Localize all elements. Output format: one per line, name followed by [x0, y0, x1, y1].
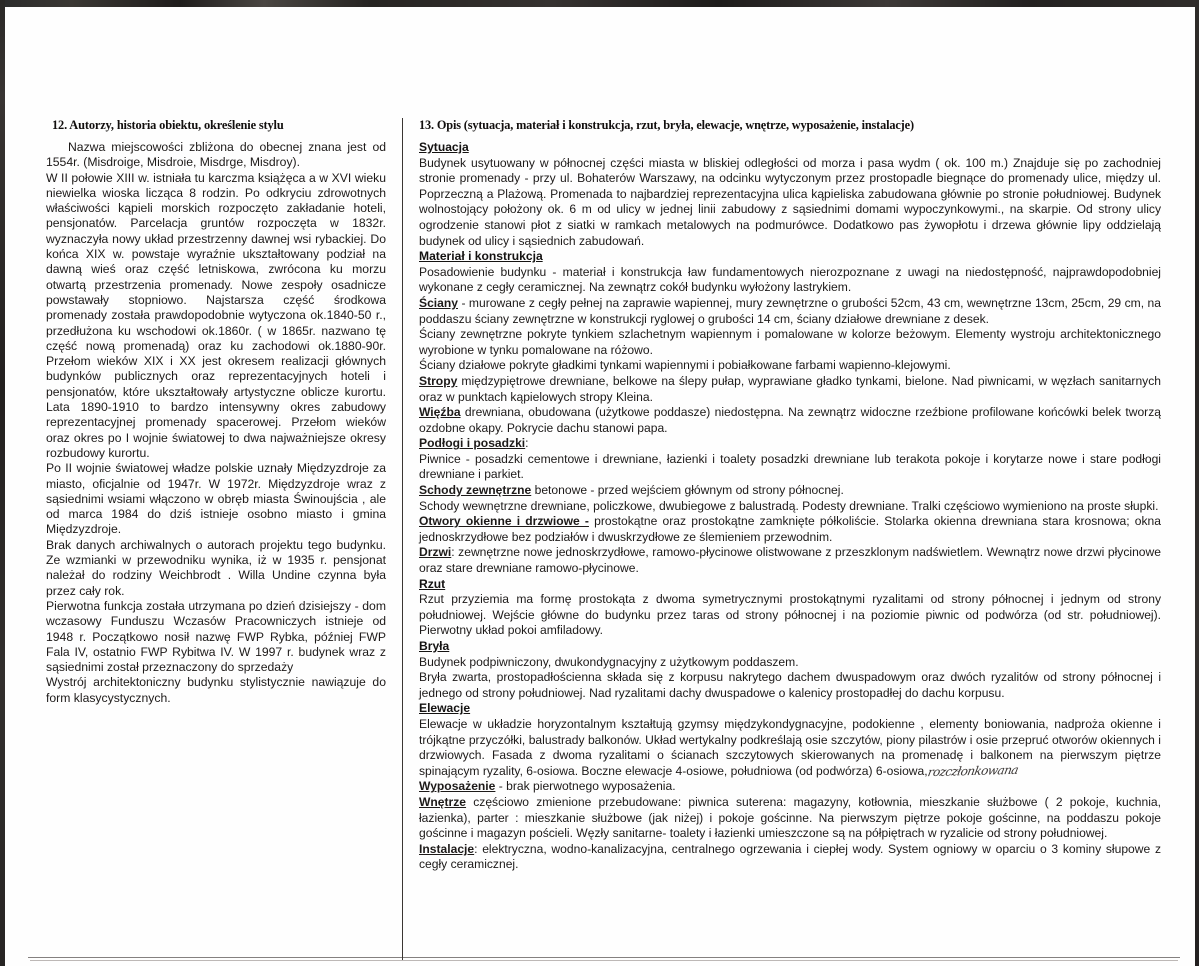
- scan-bottom-rule-secondary: [30, 960, 1178, 961]
- section-heading: Stropy: [419, 373, 458, 388]
- section-body: Wyposażenie - brak pierwotnego wyposażenia.: [419, 779, 676, 794]
- section-body: Posadowienie budynku - materiał i konstrukcja ław fundamentowych nierozpoznane z uwagi na niedostępność, najprawdopodobniej wykonane z cegły ceramicznej. Na zewnątrz cokół budynku wyłożony lastrykiem.: [419, 264, 1161, 295]
- section-heading: Wyposażenie: [419, 779, 496, 794]
- right-column: [419, 118, 1161, 873]
- section-heading: Elewacje: [419, 701, 471, 716]
- section-heading: Drzwi: [419, 545, 452, 560]
- section-body: Więźba drewniana, obudowana (użytkowe poddasze) niedostępna. Na zewnątrz widoczne rzeźbione profilowane końcówki belek tworzą ozdobne okapy. Pokrycie dachu stanowi papa.: [419, 405, 1161, 435]
- section-heading: Ściany: [419, 295, 458, 310]
- handwritten-annotation: rozczłonkowana: [926, 762, 1019, 779]
- section-body: Ściany działowe pokryte gładkimi tynkami wapiennymi i pobiałkowane farbami wapienno-klejowymi.: [419, 358, 951, 373]
- scan-edge-right: [1195, 0, 1199, 966]
- section-heading: Instalacje: [419, 841, 475, 856]
- section-heading: Rzut: [419, 576, 446, 591]
- section-heading: Podłogi i posadzki: [419, 436, 526, 451]
- section-heading: Bryła: [419, 639, 450, 653]
- section-heading: Schody zewnętrzne: [419, 483, 532, 498]
- paragraph: W II połowie XIII w. istniała tu karczma książęca a w XVI wieku niewielka wioska licząca 8 rodzin. Po odkryciu zdrowotnych właściwości kąpieli morskich rozpoczęto zakładanie hoteli, pensjonatów. Parcelacja gruntów rozpoczęta w 1832r. wyznaczyła nowy układ przestrzenny dawnej wsi rybackiej. Do końca XIX w. powstaje wyraźnie ukształtowany podział na dawną wieś oraz część letniskowa, zwrócona ku morzu otwartą przestrzenia promenady. Nowe zespoły osadnicze powstawały stopniowo. Najstarsza część środkowa promenady została prawdopodobnie wytyczona ok.1840-50 r., przedłużona ku wschodowi ok.1860r. ( w 1865r. nazwano tę część nową promenadą) oraz ku zachodowi ok.1880-90r. Przełom wieków XIX i XX jest okresem realizacji głównych budynków publicznych oraz reprezentacyjnych hoteli i pensjonatów, które ukształtowały artystyczne oblicze kurortu. Lata 1890-1910 to bardzo intensywny okres zabudowy reprezentacyjnej promenady spacerowej. Przełom wieków oraz okres po I wojnie światowej to dwa najważniejsze okresy rozbudowy kurortu.: [46, 170, 386, 460]
- section-heading: Wnętrze: [419, 794, 467, 809]
- paragraph: Brak danych archiwalnych o autorach projektu tego budynku. Ze wzmianki w przewodniku wynika, iż w 1935 r. pensjonat należał do rodziny Weichbrodt . Willa Undine czynna była przez cały rok.: [46, 537, 386, 598]
- section-body: Ściany - murowane z cegły pełnej na zaprawie wapiennej, mury zewnętrzne o grubości 52cm, 43 cm, wewnętrzne 13cm, 25cm, 29 cm, na poddaszu ściany zewnętrzne w konstrukcji ryglowej o grubości 14 cm, ściany działowe drewniane z desek.: [419, 295, 1161, 326]
- column-divider: [402, 118, 403, 960]
- left-column-title: 12. Autorzy, historia obiektu, określenie stylu: [52, 118, 284, 132]
- paragraph: Wystrój architektoniczny budynku stylistycznie nawiązuje do form klasycystycznych.: [46, 675, 386, 705]
- section-body: Budynek podpiwniczony, dwukondygnacyjny z użytkowym poddaszem.: [419, 654, 799, 669]
- section-heading: Materiał i konstrukcja: [419, 249, 543, 264]
- section-body: Elewacje w układzie horyzontalnym kształtują gzymsy międzykondygnacyjne, podokienne , elementy boniowania, nadproża okienne i trójkątne przyczółki, balustrady balkonów. Układ wertykalny podkreślają osie szczytów, piony pilastrów i osie przepruć otworów okiennych i drzwiowych. Fasada z dwoma ryzalitami o ścianach szczytowych skierowanych na promenadę i balkonem na pierwszym piętrze spinającym ryzality, 6-osiowa. Boczne elewacje 4-osiowe, południowa (od podwórza) 6-osiowa,rozczłonkowana: [419, 716, 1161, 779]
- section-heading: Otwory okienne i drzwiowe -: [419, 514, 589, 529]
- section-body: Otwory okienne i drzwiowe - prostokątne oraz prostokątne zamknięte półkoliście. Stolarka okienna drewniana stara krosnowa; okna jednoskrzydłowe bez podziałów i dwuskrzydłowe ze ślemieniem przewodnim.: [419, 514, 1161, 544]
- section-body: Instalacje: elektryczna, wodno-kanalizacyjna, centralnego ogrzewania i ciepłej wody. System ogniowy w oparciu o 3 kominy słupowe z cegły ceramicznej.: [419, 841, 1161, 872]
- section-body: Budynek usytuowany w północnej części miasta w bliskiej odległości od morza i pasa wydm ( ok. 100 m.) Znajduje się po zachodniej stronie promenady - przy ul. Bohaterów Warszawy, na odcinku wytyczonym przez prostopadle biegnące do promenady ulice, między ul. Poprzeczną a Plażową. Promenada to najbardziej reprezentacyjna ulica kąpieliska zabudowana głównie po stronie południowej. Budynek wolnostojący położony ok. 6 m od ulicy w jednej linii zabudowy z sąsiednimi domami wypoczynkowymi., na skarpie. Od strony ulicy ogrodzenie stanowi płot z siatki w ramkach metalowych na podmurówce. Dodatkowo pas żywopłotu i drzewa głównie lipy oddzielają budynek od ulicy i sąsiednich zabudowań.: [419, 155, 1161, 248]
- section-body: Stropy międzypiętrowe drewniane, belkowe na ślepy pułap, wyprawiane gładko tynkami, bielone. Nad piwnicami, w węzłach sanitarnych oraz w punktach kąpielowych stropy Kleina.: [419, 373, 1161, 404]
- section-body: Podłogi i posadzki:: [419, 436, 529, 451]
- paragraph: Nazwa miejscowości zbliżona do obecnej znana jest od 1554r. (Misdroige, Misdroie, Misdrge, Misdroy).: [46, 140, 386, 170]
- section-body: Schody wewnętrzne drewniane, policzkowe, dwubiegowe z balustradą. Podesty drewniane. Tralki częściowo wymieniono na proste słupki.: [419, 498, 1159, 513]
- right-column-title: 13. Opis (sytuacja, materiał i konstrukcja, rzut, bryła, elewacje, wnętrze, wyposażenie, instalacje): [419, 118, 914, 132]
- paragraph: Po II wojnie światowej władze polskie uznały Międzyzdroje za miasto, oficjalnie od 1947r. W 1972r. Międzyzdroje wraz z sąsiednimi wsiami włączono w obręb miasta Świnoujścia , ale od marca 1984 do dziś istnieje osobno miasto i gmina Międzyzdroje.: [46, 461, 386, 537]
- scan-edge-left: [0, 0, 5, 966]
- section-body: Rzut przyziemia ma formę prostokąta z dwoma symetrycznymi prostokątnymi ryzalitami od strony północnej i jednym od strony południowej. Wejście główne do budynku przez taras od strony północnej i na poziomie piwnic od podwórza (od str. południowej). Pierwotny układ pokoi amfiladowy.: [419, 592, 1161, 638]
- section-heading: Sytuacja: [419, 140, 469, 154]
- section-body: Piwnice - posadzki cementowe i drewniane, łazienki i toalety posadzki drewniane lub terakota pokoje i korytarze nowe i stare podłogi drewniane i parkiet.: [419, 451, 1161, 482]
- section-body: Drzwi: zewnętrzne nowe jednoskrzydłowe, ramowo-płycinowe olistwowane z przeszklonym nadświetlem. Wewnątrz nowe drzwi płycinowe oraz stare drewniane ramowo-płycinowe.: [419, 545, 1161, 576]
- section-body: Schody zewnętrzne betonowe - przed wejściem głównym od strony północnej.: [419, 483, 844, 498]
- section-body: Ściany zewnętrzne pokryte tynkiem szlachetnym wapiennym i pomalowane w kolorze beżowym. Elementy wystroju architektonicznego wyrobione w tynku pomalowane na różowo.: [419, 327, 1161, 357]
- section-body: Bryła zwarta, prostopadłościenna składa się z korpusu nakrytego dachem dwuspadowym oraz dwóch ryzalitów od strony północnej i jednego od strony południowej. Nad ryzalitami dachy dwuspadowe o kalenicy prostopadłej do dachu korpusu.: [419, 670, 1161, 700]
- scan-edge-top: [0, 0, 1199, 7]
- paragraph: Pierwotna funkcja została utrzymana po dzień dzisiejszy - dom wczasowy Funduszu Wczasów Pracowniczych istnieje od 1948 r. Początkowo nosił nazwę FWP Rybka, później FWP Fala IV, ostatnio FWP Rybitwa IV. W 1997 r. budynek wraz z sąsiednimi został przeznaczony do sprzedaży: [46, 598, 386, 675]
- left-column: [46, 118, 386, 706]
- section-body: Wnętrze częściowo zmienione przebudowane: piwnica suterena: magazyny, kotłownia, mieszkanie służbowe ( 2 pokoje, kuchnia, łazienka), parter : mieszkanie służbowe (jak niżej) i pokoje gościnne. Na pierwszym piętrze pokoje gościnne, na poddaszu pokoje gościnne i magazyn pościeli. Węzły sanitarne- toalety i łazienki umieszczone są na półpiętrach w ryzalicie od strony południowej.: [419, 794, 1161, 841]
- description-sections: [419, 140, 1161, 873]
- scan-bottom-rule: [28, 957, 1180, 958]
- section-heading: Więźba: [419, 405, 461, 420]
